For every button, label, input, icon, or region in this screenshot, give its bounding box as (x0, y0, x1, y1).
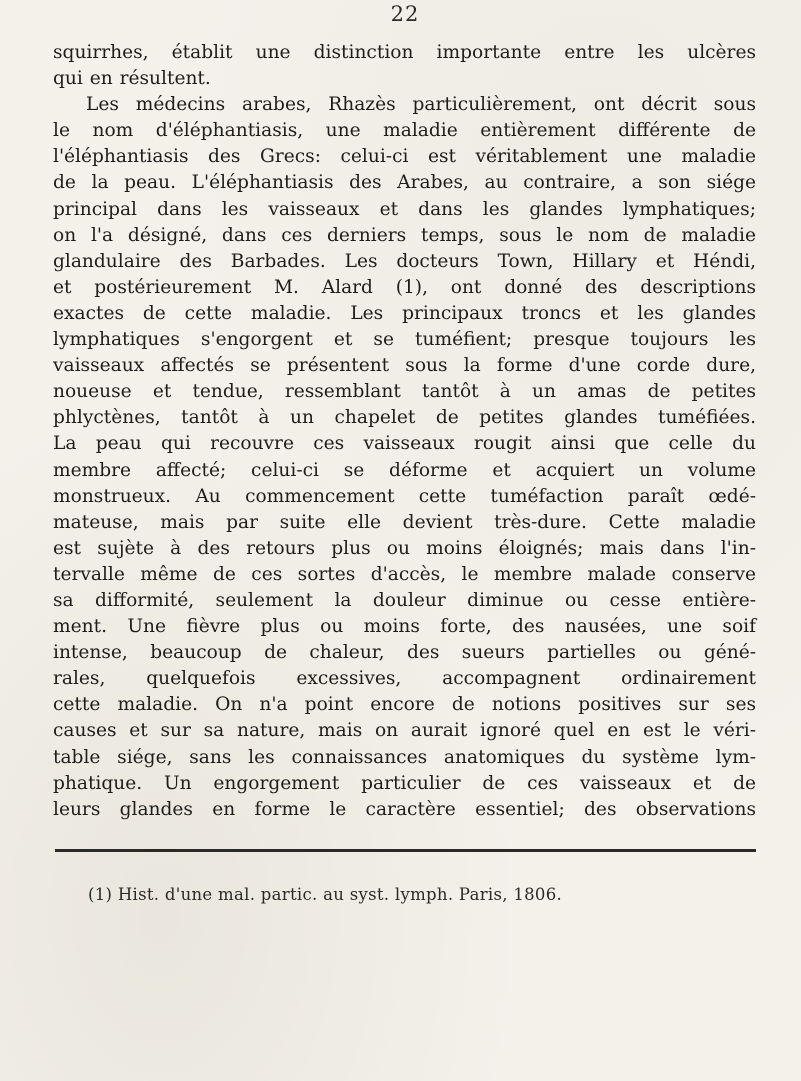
text-line: mateuse, mais par suite elle devient très-dure. Cette maladie (53, 511, 756, 533)
footnote-divider (55, 849, 756, 852)
text-line: intense, beaucoup de chaleur, des sueurs partielles ou géné- (53, 642, 756, 664)
text-line: noueuse et tendue, ressemblant tantôt à un amas de petites (53, 381, 756, 403)
text-line: table siége, sans les connaissances anatomiques du système lym- (53, 746, 756, 768)
footnote: (1) Hist. d'une mal. partic. au syst. lymph. Paris, 1806. (88, 885, 563, 904)
text-line: le nom d'éléphantiasis, une maladie entièrement différente de (53, 120, 756, 142)
text-line: causes et sur sa nature, mais on aurait ignoré quel en est le véri- (53, 720, 756, 742)
text-line: leurs glandes en forme le caractère essentiel; des observations (53, 798, 756, 820)
body-text (53, 40, 756, 823)
text-line: squirrhes, établit une distinction importante entre les ulcères (53, 42, 756, 63)
text-line: glandulaire des Barbades. Les docteurs Town, Hillary et Héndi, (53, 250, 756, 272)
text-line: tervalle même de ces sortes d'accès, le membre malade conserve (53, 563, 756, 585)
text-line: membre affecté; celui-ci se déforme et acquiert un volume (53, 459, 756, 481)
text-line: on l'a désigné, dans ces derniers temps, sous le nom de maladie (53, 224, 756, 246)
page-number: 22 (390, 2, 420, 26)
text-line: sa difformité, seulement la douleur diminue ou cesse entière- (53, 589, 756, 611)
text-line: principal dans les vaisseaux et dans les glandes lymphatiques; (53, 198, 756, 220)
text-line: lymphatiques s'engorgent et se tuméfient; presque toujours les (53, 329, 756, 351)
text-line: l'éléphantiasis des Grecs: celui-ci est véritablement une maladie (53, 146, 756, 168)
text-line: cette maladie. On n'a point encore de notions positives sur ses (53, 694, 756, 716)
text-line: rales, quelquefois excessives, accompagnent ordinairement (53, 668, 756, 690)
text-line: monstrueux. Au commencement cette tuméfaction paraît œdé- (53, 485, 756, 507)
text-line: ment. Une fièvre plus ou moins forte, des nausées, une soif (53, 616, 756, 638)
text-line: est sujète à des retours plus ou moins éloignés; mais dans l'in- (53, 537, 756, 559)
text-line: Les médecins arabes, Rhazès particulièrement, ont décrit sous (86, 94, 756, 116)
text-line: La peau qui recouvre ces vaisseaux rougit ainsi que celle du (53, 433, 756, 455)
text-line: qui en résultent. (53, 68, 211, 90)
text-line: de la peau. L'éléphantiasis des Arabes, au contraire, a son siége (53, 172, 756, 194)
text-line: phatique. Un engorgement particulier de ces vaisseaux et de (53, 772, 756, 794)
text-line: et postérieurement M. Alard (1), ont donné des descriptions (53, 276, 756, 298)
text-line: phlyctènes, tantôt à un chapelet de petites glandes tuméfiées. (53, 407, 756, 429)
text-line: exactes de cette maladie. Les principaux troncs et les glandes (53, 302, 756, 324)
text-line: vaisseaux affectés se présentent sous la forme d'une corde dure, (53, 355, 756, 377)
